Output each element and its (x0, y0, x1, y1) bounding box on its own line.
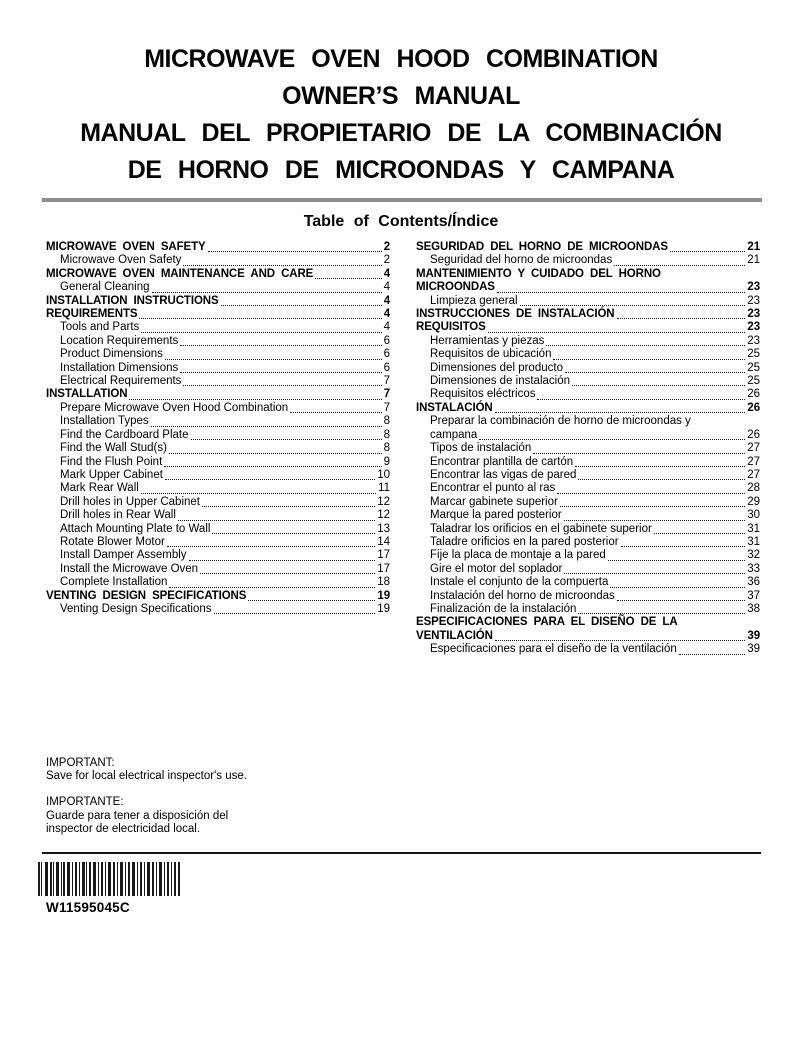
toc-entry (46, 415, 390, 428)
title-line-1: MICROWAVE OVEN HOOD COMBINATION (144, 45, 658, 73)
toc-dot-leader (200, 573, 375, 574)
toc-entry (416, 295, 760, 308)
barcode-icon (38, 862, 181, 896)
toc-entry (46, 295, 390, 308)
toc-dot-leader (202, 506, 375, 507)
toc-entry-page: 25 (747, 348, 760, 361)
toc-entry-page: 17 (377, 562, 390, 575)
toc-entry-page: 6 (383, 361, 390, 374)
toc-entry-page: 7 (383, 388, 390, 401)
toc-dot-leader (617, 318, 746, 319)
toc-entry-label: SEGURIDAD DEL HORNO DE MICROONDAS (416, 241, 668, 253)
toc-entry-page: 19 (377, 589, 390, 602)
toc-entry-label: Dimensiones de instalación (430, 375, 570, 388)
important-notes (46, 757, 247, 836)
toc-entry-label: INSTALLATION (46, 388, 128, 401)
toc-entry (416, 590, 760, 603)
toc-entry-page: 17 (377, 549, 390, 562)
toc-entry (46, 469, 390, 482)
toc-dot-leader (497, 292, 746, 293)
toc-entry-label: Attach Mounting Plate to Wall (60, 522, 211, 535)
toc-dot-leader (560, 506, 745, 507)
toc-column-right (416, 241, 760, 657)
toc-entry-label: Dimensiones del producto (430, 361, 563, 374)
toc-entry-label: MICROONDAS (416, 281, 495, 294)
toc-dot-leader (617, 600, 745, 601)
toc-dot-leader (578, 613, 745, 614)
toc-entry-label: Finalización de la instalación (430, 602, 577, 615)
toc-entry-label: Drill holes in Rear Wall (60, 509, 176, 522)
toc-entry-page: 27 (747, 455, 760, 468)
toc-dot-leader (564, 520, 746, 521)
toc-entry-page: 4 (383, 281, 390, 294)
toc-entry (416, 576, 760, 589)
toc-entry-page: 23 (747, 294, 760, 307)
toc-entry-page: 26 (747, 428, 760, 441)
toc-dot-leader (495, 412, 746, 413)
toc-entry (416, 603, 760, 616)
toc-entry (416, 549, 760, 562)
toc-entry (416, 616, 760, 629)
toc-entry-page: 37 (747, 589, 760, 602)
toc-dot-leader (621, 546, 746, 547)
toc-entry-label: INSTRUCCIONES DE INSTALACIÓN (416, 308, 615, 321)
toc-entry-label: Find the Flush Point (60, 455, 163, 468)
toc-entry-label: MANTENIMIENTO Y CUIDADO DEL HORNO (416, 267, 661, 280)
toc-entry-page: 39 (747, 629, 760, 642)
toc-entry-page: 27 (747, 468, 760, 481)
toc-dot-leader (139, 318, 381, 319)
toc-dot-leader (565, 372, 745, 373)
toc-entry-label: REQUISITOS (416, 321, 486, 334)
toc-entry (416, 442, 760, 455)
toc-dot-leader (533, 453, 745, 454)
toc-entry-label: General Cleaning (60, 281, 150, 294)
toc-entry-label: Installation Types (60, 415, 149, 428)
toc-dot-leader (488, 332, 746, 333)
toc-entry (416, 563, 760, 576)
toc-entry-page: 23 (747, 308, 760, 321)
toc-entry (416, 254, 760, 267)
toc-entry-page: 8 (383, 428, 390, 441)
toc-dot-leader (679, 654, 745, 655)
toc-entry (416, 362, 760, 375)
toc-entry-label: Encontrar plantilla de cartón (430, 455, 574, 468)
toc-entry (46, 308, 390, 321)
toc-entry-label: Complete Installation (60, 576, 168, 589)
toc-entry-label: Install the Microwave Oven (60, 562, 199, 575)
toc-entry-label: INSTALLATION INSTRUCTIONS (46, 294, 219, 307)
toc-entry (416, 335, 760, 348)
toc-entry (46, 482, 390, 495)
title-divider-rule (42, 198, 762, 202)
toc-entry-page: 6 (383, 334, 390, 347)
toc-dot-leader (290, 412, 381, 413)
toc-dot-leader (608, 560, 745, 561)
toc-dot-leader (479, 439, 745, 440)
toc-entry-page: 18 (377, 576, 390, 589)
toc-entry-label: Microwave Oven Safety (60, 254, 182, 267)
toc-entry (46, 549, 390, 562)
toc-entry-page: 7 (383, 375, 390, 388)
toc-entry-label: Fije la placa de montaje a la pared (430, 549, 606, 562)
toc-entry-page: 2 (383, 254, 390, 267)
title-line-2: OWNER’S MANUAL (282, 82, 520, 110)
important-en-text: Save for local electrical inspector's use. (46, 770, 247, 783)
toc-dot-leader (189, 560, 376, 561)
toc-dot-leader (164, 466, 381, 467)
toc-dot-leader (520, 305, 746, 306)
toc-dot-leader (537, 399, 745, 400)
toc-entry (416, 456, 760, 469)
toc-entry-page: 31 (747, 535, 760, 548)
toc-entry-page: 23 (747, 321, 760, 334)
toc-dot-leader (546, 345, 745, 346)
toc-entry-page: 9 (383, 455, 390, 468)
toc-dot-leader (614, 265, 745, 266)
toc-dot-leader (191, 439, 382, 440)
toc-entry-page: 2 (383, 241, 390, 253)
toc-entry (46, 281, 390, 294)
toc-entry-label: ESPECIFICACIONES PARA EL DISEÑO DE LA (416, 616, 678, 629)
toc-entry-label: Preparar la combinación de horno de microondas y (430, 415, 691, 428)
toc-entry-page: 4 (383, 294, 390, 307)
important-es-line2: inspector de electricidad local. (46, 822, 201, 835)
toc-entry-label: Installation Dimensions (60, 361, 179, 374)
toc-dot-leader (183, 265, 381, 266)
toc-entry (46, 590, 390, 603)
document-title (0, 0, 802, 189)
toc-dot-leader (553, 359, 745, 360)
important-es-label: IMPORTANTE: (46, 796, 124, 809)
toc-entry (416, 523, 760, 536)
toc-entry (416, 281, 760, 294)
toc-entry-label: Product Dimensions (60, 348, 163, 361)
toc-entry (416, 348, 760, 361)
toc-entry-page: 13 (377, 522, 390, 535)
toc-entry-page: 38 (747, 602, 760, 615)
toc-entry-label: MICROWAVE OVEN MAINTENANCE AND CARE (46, 267, 314, 280)
toc-entry (46, 254, 390, 267)
toc-entry-page: 21 (747, 241, 760, 253)
toc-entry (46, 362, 390, 375)
toc-entry-page: 25 (747, 375, 760, 388)
toc-entry (416, 321, 760, 334)
toc-entry-page: 39 (747, 643, 760, 656)
toc-dot-leader (167, 546, 375, 547)
important-en-label: IMPORTANT: (46, 757, 115, 769)
toc-entry (46, 268, 390, 281)
toc-entry (46, 402, 390, 415)
toc-entry-page: 32 (747, 549, 760, 562)
toc-entry-label: Install Damper Assembly (60, 549, 187, 562)
toc-entry (46, 388, 390, 401)
toc-dot-leader (221, 305, 382, 306)
toc-entry-label: Taladre orificios en la pared posterior (430, 535, 619, 548)
toc-entry-label: Encontrar las vigas de pared (430, 468, 577, 481)
toc-entry (416, 375, 760, 388)
toc-dot-leader (141, 332, 381, 333)
toc-entry (46, 429, 390, 442)
toc-entry-label: INSTALACIÓN (416, 401, 493, 414)
toc-entry (416, 630, 760, 643)
toc-entry-page: 28 (747, 482, 760, 495)
toc-entry-label: Gire el motor del soplador (430, 562, 563, 575)
part-number: W11595045C (46, 900, 130, 915)
toc-entry-page: 26 (747, 401, 760, 414)
toc-entry (46, 576, 390, 589)
toc-heading: Table of Contents/Índice (303, 213, 499, 230)
toc-entry (416, 643, 760, 656)
toc-entry-label: Electrical Requirements (60, 375, 182, 388)
toc-dot-leader (564, 573, 745, 574)
toc-entry-label: Marcar gabinete superior (430, 495, 558, 508)
toc-dot-leader (151, 426, 382, 427)
toc-entry-page: 10 (377, 468, 390, 481)
toc-entry-page: 23 (747, 334, 760, 347)
toc-entry (416, 469, 760, 482)
toc-entry-label: MICROWAVE OVEN SAFETY (46, 241, 206, 253)
toc-entry-page: 23 (747, 281, 760, 294)
toc-dot-leader (165, 479, 375, 480)
toc-entry-page: 8 (383, 415, 390, 428)
toc-entry-label: Instale el conjunto de la compuerta (430, 576, 609, 589)
toc-entry (416, 402, 760, 415)
toc-entry-page: 21 (747, 254, 760, 267)
toc-dot-leader (141, 493, 376, 494)
toc-dot-leader (165, 359, 382, 360)
toc-entry (416, 496, 760, 509)
toc-entry (416, 268, 760, 281)
toc-entry-label: Mark Rear Wall (60, 482, 139, 495)
toc-dot-leader (152, 292, 382, 293)
toc-entry-label: Rotate Blower Motor (60, 535, 165, 548)
toc-dot-leader (670, 251, 745, 252)
toc-dot-leader (557, 493, 745, 494)
toc-entry-label: REQUIREMENTS (46, 308, 138, 321)
toc-dot-leader (575, 466, 745, 467)
toc-entry-label: Encontrar el punto al ras (430, 482, 556, 495)
toc-entry-page: 25 (747, 361, 760, 374)
toc-entry (46, 375, 390, 388)
toc-entry-label: Drill holes in Upper Cabinet (60, 495, 200, 508)
toc-entry-page: 26 (747, 388, 760, 401)
toc-entry-page: 8 (383, 442, 390, 455)
toc-dot-leader (654, 533, 745, 534)
footer-divider-rule (42, 852, 761, 854)
barcode-image (38, 862, 181, 901)
toc-entry (46, 603, 390, 616)
toc-entry-page: 11 (378, 482, 390, 495)
toc-entry (46, 509, 390, 522)
toc-entry (46, 496, 390, 509)
toc-dot-leader (129, 399, 381, 400)
toc-entry (416, 429, 760, 442)
toc-entry-page: 7 (383, 401, 390, 414)
toc-entry (46, 456, 390, 469)
toc-entry (46, 563, 390, 576)
toc-entry-page: 36 (747, 576, 760, 589)
toc-entry-page: 29 (747, 495, 760, 508)
title-line-3: MANUAL DEL PROPIETARIO DE LA COMBINACIÓN (80, 119, 722, 147)
toc-entry-page: 30 (747, 509, 760, 522)
toc-entry-page: 4 (383, 267, 390, 280)
toc-entry (46, 321, 390, 334)
toc-entry-page: 6 (383, 348, 390, 361)
toc-dot-leader (180, 345, 381, 346)
toc-entry-label: Find the Wall Stud(s) (60, 442, 167, 455)
toc-entry (46, 335, 390, 348)
toc-entry-label: Location Requirements (60, 334, 179, 347)
title-line-4: DE HORNO DE MICROONDAS Y CAMPANA (127, 156, 675, 184)
toc-entry-label: campana (430, 428, 478, 441)
toc-dot-leader (169, 453, 382, 454)
toc-entry-label: Requisitos eléctricos (430, 388, 536, 401)
toc-entry-label: Taladrar los orificios en el gabinete superior (430, 522, 652, 535)
toc-entry-label: Venting Design Specifications (60, 602, 212, 615)
toc-dot-leader (572, 385, 745, 386)
toc-entry (416, 388, 760, 401)
toc-dot-leader (208, 251, 382, 252)
toc-dot-leader (248, 600, 375, 601)
toc-entry-page: 14 (377, 535, 390, 548)
toc-dot-leader (183, 385, 381, 386)
important-es-line1: Guarde para tener a disposición del (46, 809, 229, 822)
toc-entry-page: 19 (377, 602, 390, 615)
table-of-contents (46, 241, 760, 657)
toc-entry (46, 442, 390, 455)
toc-entry (416, 482, 760, 495)
toc-entry-label: Especificaciones para el diseño de la ventilación (430, 643, 677, 656)
toc-dot-leader (214, 613, 376, 614)
toc-entry (46, 536, 390, 549)
toc-entry-label: Find the Cardboard Plate (60, 428, 189, 441)
toc-column-left (46, 241, 390, 657)
toc-entry-page: 12 (377, 495, 390, 508)
toc-dot-leader (212, 533, 375, 534)
toc-entry-label: Herramientas y piezas (430, 334, 545, 347)
toc-entry (416, 536, 760, 549)
toc-entry (46, 241, 390, 254)
toc-entry-label: Marque la pared posterior (430, 509, 562, 522)
toc-entry-label: Mark Upper Cabinet (60, 468, 163, 481)
toc-entry-label: Instalación del horno de microondas (430, 589, 615, 602)
toc-dot-leader (315, 278, 381, 279)
toc-entry (416, 415, 760, 428)
toc-entry-page: 33 (747, 562, 760, 575)
toc-entry-page: 31 (747, 522, 760, 535)
toc-dot-leader (578, 479, 745, 480)
toc-dot-leader (169, 587, 375, 588)
toc-entry (416, 509, 760, 522)
toc-entry-label: Seguridad del horno de microondas (430, 254, 613, 267)
toc-dot-leader (495, 640, 746, 641)
toc-entry-page: 4 (383, 321, 390, 334)
toc-entry-page: 12 (377, 509, 390, 522)
toc-entry (46, 348, 390, 361)
toc-entry-label: Prepare Microwave Oven Hood Combination (60, 401, 289, 414)
toc-dot-leader (180, 372, 381, 373)
toc-entry-label: VENTING DESIGN SPECIFICATIONS (46, 589, 247, 602)
toc-entry-page: 27 (747, 442, 760, 455)
toc-entry (416, 241, 760, 254)
toc-entry-page: 4 (383, 308, 390, 321)
toc-entry (416, 308, 760, 321)
toc-dot-leader (610, 587, 745, 588)
toc-entry-label: Tools and Parts (60, 321, 140, 334)
toc-entry-label: Tipos de instalación (430, 442, 532, 455)
toc-entry-label: VENTILACIÓN (416, 629, 493, 642)
toc-entry (46, 523, 390, 536)
toc-entry-label: Limpieza general (430, 294, 518, 307)
toc-entry-label: Requisitos de ubicación (430, 348, 552, 361)
toc-dot-leader (178, 520, 375, 521)
